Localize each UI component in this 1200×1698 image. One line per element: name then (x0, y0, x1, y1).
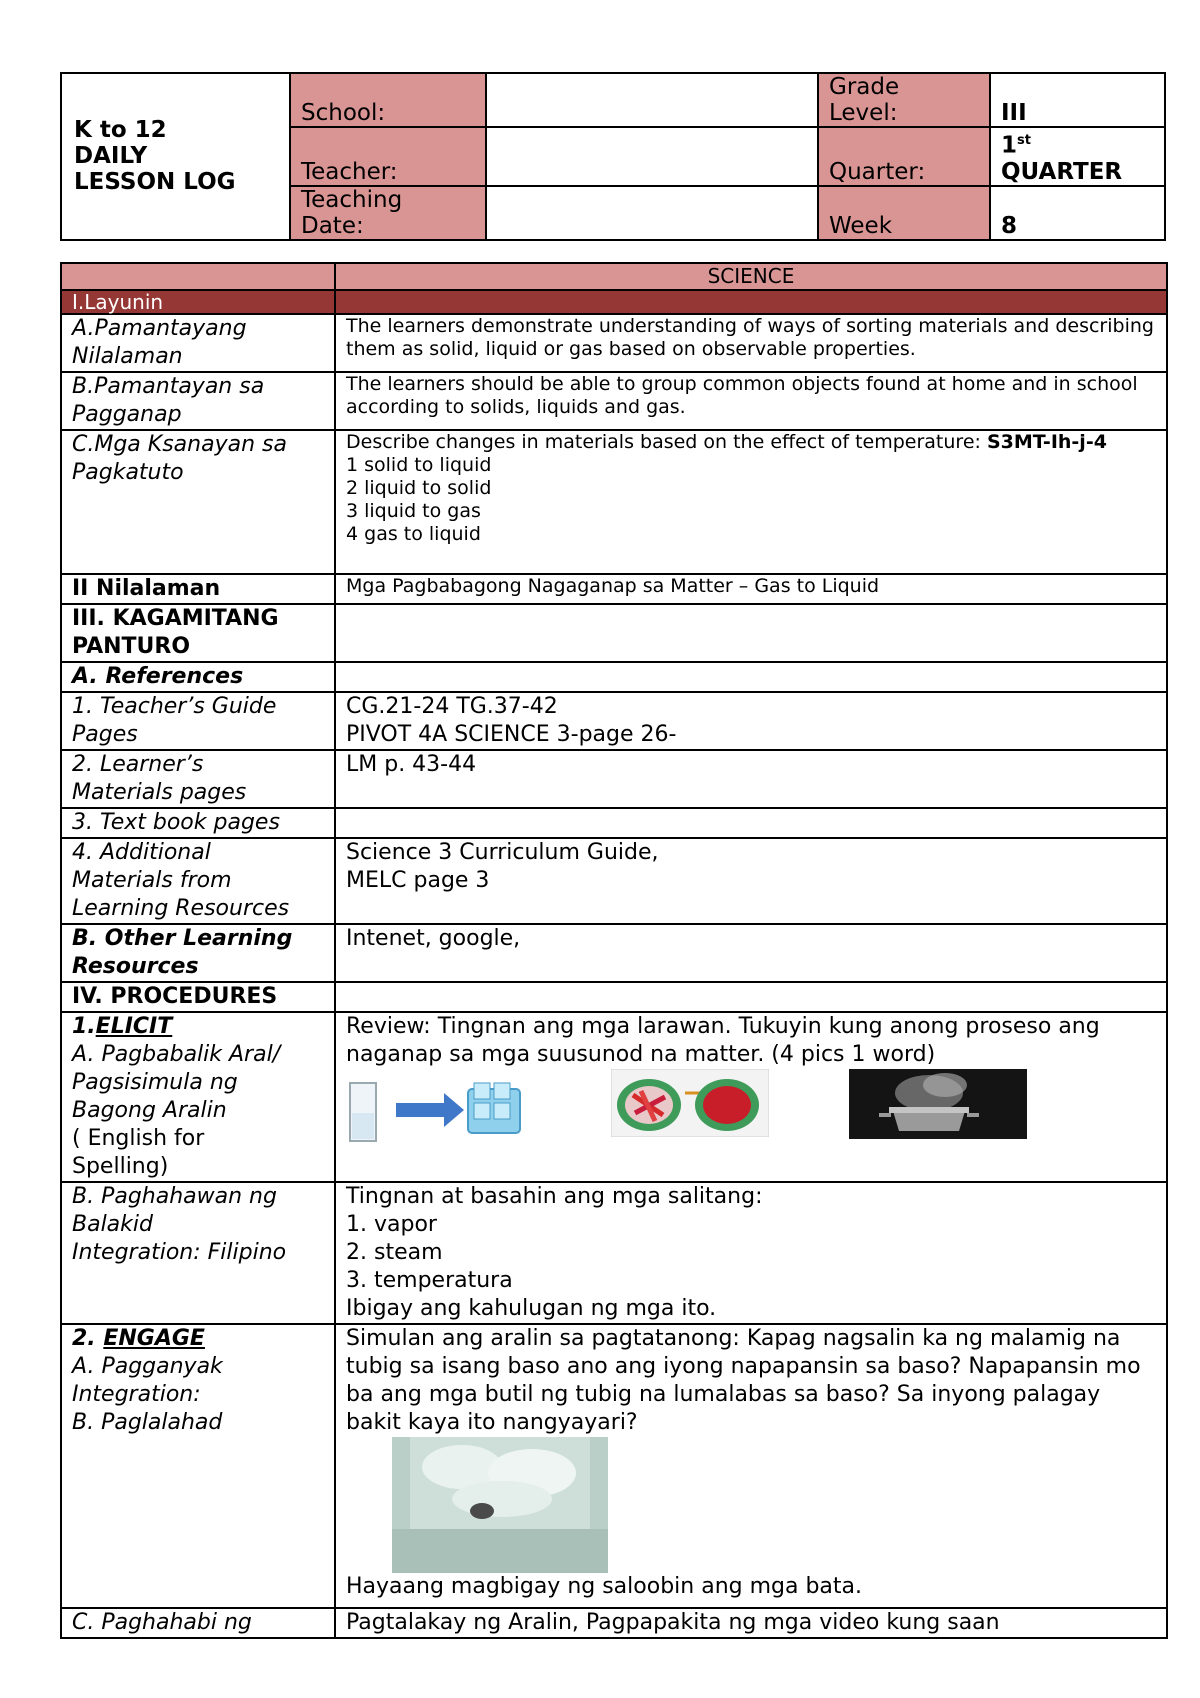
additional-materials-label (61, 838, 335, 924)
title-line: K to 12 (74, 117, 167, 144)
elicit-text (335, 1012, 1167, 1182)
label-line: Materials from (72, 868, 232, 893)
week-value: 8 (990, 186, 1165, 240)
label-line: 4. Additional (72, 840, 211, 865)
text-line: CG.21-24 TG.37-42 (346, 694, 558, 719)
nilalaman-label: II Nilalaman (61, 574, 335, 604)
ksanayan-label (61, 430, 335, 574)
week-label: Week (818, 186, 990, 240)
ice-cube-picture (346, 1073, 531, 1147)
label-line: Materials pages (72, 780, 247, 805)
label-line: B.Pamantayan sa (72, 374, 265, 399)
melting-crayons-picture (611, 1069, 769, 1137)
engage-label (61, 1324, 335, 1608)
balakid-label (61, 1182, 335, 1324)
learners-materials-label (61, 750, 335, 808)
teachers-guide-label (61, 692, 335, 750)
kagamitan-blank-cell (335, 604, 1167, 662)
ksanayan-item: 2 liquid to solid (346, 477, 492, 499)
quarter-number: 1 (1001, 132, 1018, 159)
label-line: Pages (72, 722, 138, 747)
title-line: DAILY (74, 143, 148, 170)
label-line: Pagsisimula ng (72, 1070, 238, 1095)
references-label: A. References (61, 662, 335, 692)
label-line: PANTURO (72, 634, 191, 659)
title-line: LESSON LOG (74, 169, 236, 196)
label-line: C.Mga Ksanayan sa (72, 432, 287, 457)
elicit-heading: ELICIT (95, 1014, 173, 1039)
label-line: A. Pagbabalik Aral/ (72, 1042, 281, 1067)
label-line: Spelling) (72, 1154, 169, 1179)
label-line: Pagkatuto (72, 460, 184, 485)
label-line: Integration: (72, 1382, 201, 1407)
label-line: A.Pamantayang (72, 316, 247, 341)
other-resources-text: Intenet, google, (335, 924, 1167, 982)
teaching-date-label-line: Date: (301, 212, 364, 239)
additional-materials-text (335, 838, 1167, 924)
label-line: Balakid (72, 1212, 153, 1237)
subject-heading: SCIENCE (335, 263, 1167, 290)
elicit-number: 1. (72, 1014, 96, 1039)
teacher-label: Teacher: (290, 127, 486, 186)
quarter-suffix: st (1017, 133, 1031, 148)
label-line: A. Pagganyak (72, 1354, 223, 1379)
text-line: 1. vapor (346, 1212, 437, 1237)
engage-question: Simulan ang aralin sa pagtatanong: Kapag nagsalin ka ng malamig na tubig sa isang baso ano ang iyong napapansin sa baso? Napapansin mo ba ang mga butil ng tubig na lumalabas sa baso? Sa inyong palagay bakit kaya ito nangyayari? (346, 1326, 1141, 1435)
procedures-label: IV. PROCEDURES (61, 982, 335, 1012)
layunin-blank-cell (335, 290, 1167, 314)
ksanayan-item: 4 gas to liquid (346, 523, 481, 545)
label-line: Nilalaman (72, 344, 183, 369)
text-line: PIVOT 4A SCIENCE 3-page 26- (346, 722, 677, 747)
engage-text (335, 1324, 1167, 1608)
label-line: ( English for (72, 1126, 205, 1151)
label-line: B. Paglalahad (72, 1410, 223, 1435)
cold-glass-picture (392, 1437, 608, 1573)
kagamitan-label (61, 604, 335, 662)
text-line: Tingnan at basahin ang mga salitang: (346, 1184, 763, 1209)
references-blank-cell (335, 662, 1167, 692)
paghahabi-text: Pagtalakay ng Aralin, Pagpapakita ng mga video kung saan (335, 1608, 1167, 1638)
pamantayang-label (61, 314, 335, 372)
grade-label (818, 73, 990, 127)
label-line: Learning Resources (72, 896, 290, 921)
other-resources-label (61, 924, 335, 982)
text-line: Ibigay ang kahulugan ng mga ito. (346, 1296, 717, 1321)
text-line: 3. temperatura (346, 1268, 513, 1293)
balakid-text (335, 1182, 1167, 1324)
lesson-plan-table (60, 262, 1168, 1639)
label-line: 2. Learner’s (72, 752, 204, 777)
procedures-blank-cell (335, 982, 1167, 1012)
pagganap-label (61, 372, 335, 430)
label-line: Pagganap (72, 402, 182, 427)
elicit-pictures (346, 1069, 1156, 1153)
teachers-guide-text (335, 692, 1167, 750)
subject-blank-cell (61, 263, 335, 290)
ksanayan-text (335, 430, 1167, 574)
teaching-date-label-line: Teaching (301, 186, 403, 213)
boiling-pot-picture (849, 1069, 1027, 1139)
grade-label-line: Grade (829, 74, 900, 100)
pagganap-text: The learners should be able to group common objects found at home and in school according to solids, liquids and gas. (335, 372, 1167, 430)
teaching-date-field[interactable] (486, 186, 818, 240)
elicit-label (61, 1012, 335, 1182)
textbook-label: 3. Text book pages (61, 808, 335, 838)
engage-heading: ENGAGE (103, 1326, 205, 1351)
school-label: School: (290, 73, 486, 127)
quarter-word: QUARTER (1001, 158, 1123, 185)
engage-number: 2. (72, 1326, 104, 1351)
paghahabi-label: C. Paghahabi ng (61, 1608, 335, 1638)
ksanayan-item: 3 liquid to gas (346, 500, 481, 522)
label-line: Bagong Aralin (72, 1098, 227, 1123)
label-line: B. Other Learning (72, 926, 293, 951)
school-field[interactable] (486, 73, 818, 127)
teaching-date-label (290, 186, 486, 240)
label-line: Integration: Filipino (72, 1240, 287, 1265)
competency-code: S3MT-Ih-j-4 (986, 431, 1107, 453)
layunin-heading: I.Layunin (61, 290, 335, 314)
log-title (61, 73, 290, 240)
grade-label-line: Level: (829, 100, 898, 126)
pamantayang-text: The learners demonstrate understanding of ways of sorting materials and describing them as solid, liquid or gas based on observable properties. (335, 314, 1167, 372)
quarter-label: Quarter: (818, 127, 990, 186)
label-line: B. Paghahawan ng (72, 1184, 277, 1209)
text-line: Science 3 Curriculum Guide, (346, 840, 659, 865)
label-line: Resources (72, 954, 199, 979)
label-line: III. KAGAMITANG (72, 606, 279, 631)
ksanayan-description: Describe changes in materials based on the effect of temperature: (346, 431, 987, 453)
text-line: MELC page 3 (346, 868, 490, 893)
textbook-blank-cell (335, 808, 1167, 838)
quarter-value (990, 127, 1165, 186)
lesson-log-header (60, 72, 1166, 241)
text-line: 2. steam (346, 1240, 443, 1265)
grade-value: III (990, 73, 1165, 127)
teacher-field[interactable] (486, 127, 818, 186)
nilalaman-text: Mga Pagbabagong Nagaganap sa Matter – Gas to Liquid (335, 574, 1167, 604)
label-line: 1. Teacher’s Guide (72, 694, 277, 719)
ksanayan-item: 1 solid to liquid (346, 454, 492, 476)
elicit-instructions: Review: Tingnan ang mga larawan. Tukuyin kung anong proseso ang naganap sa mga suusunod na matter. (4 pics 1 word) (346, 1014, 1100, 1067)
learners-materials-text: LM p. 43-44 (335, 750, 1167, 808)
engage-followup: Hayaang magbigay ng saloobin ang mga bata. (346, 1574, 863, 1599)
